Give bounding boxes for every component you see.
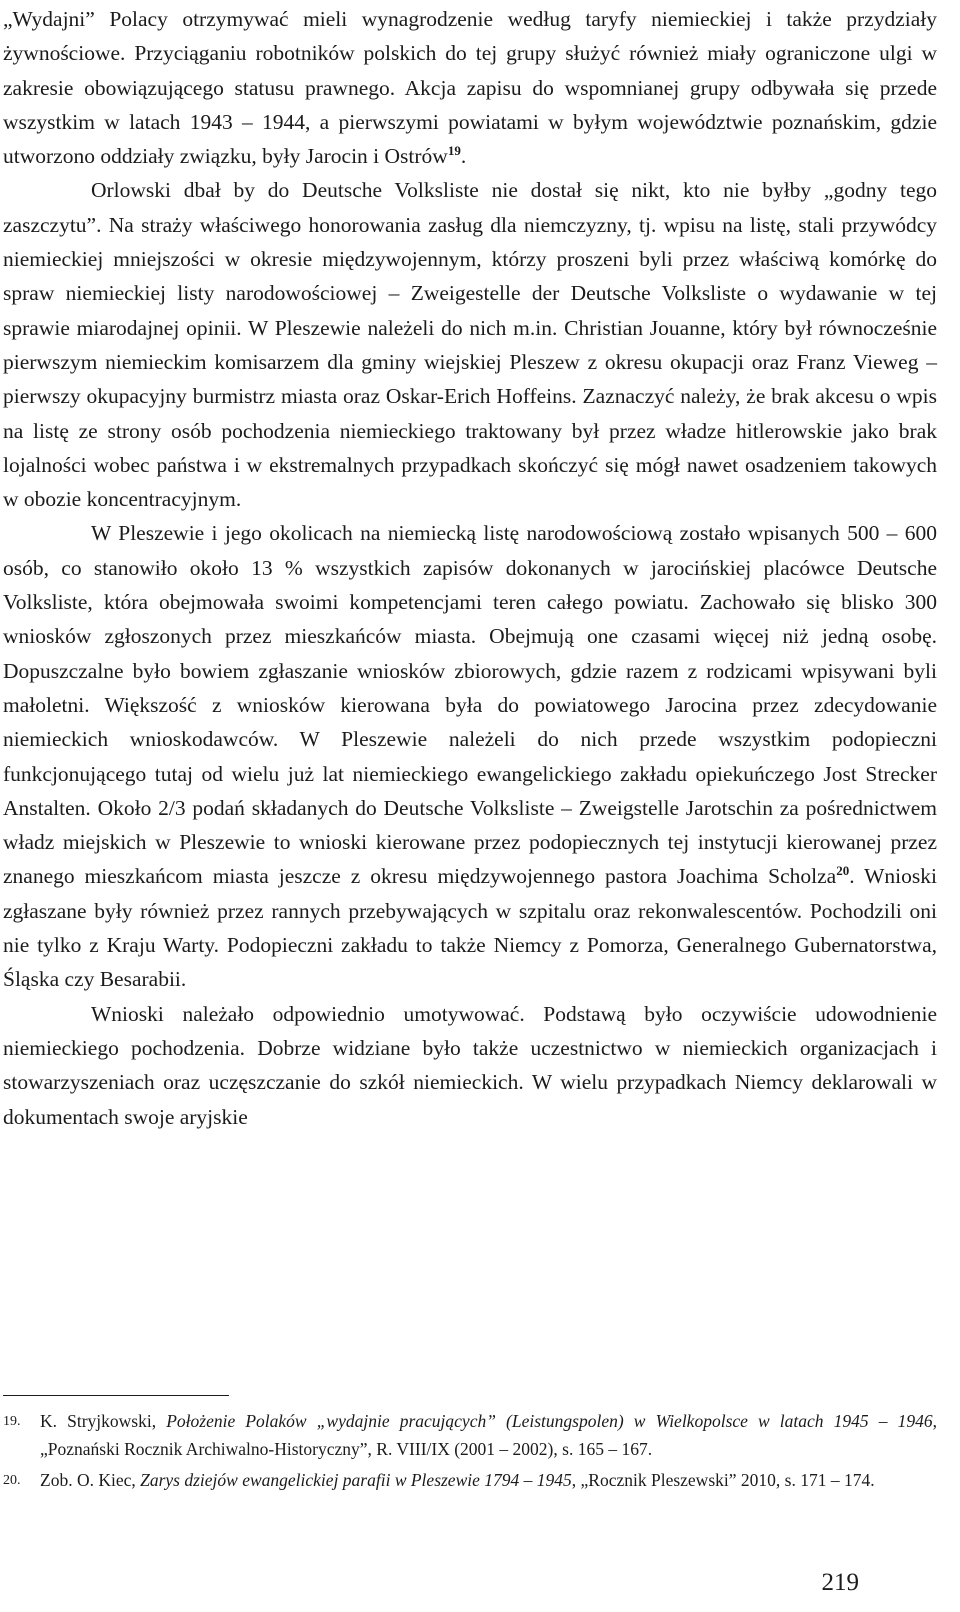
footnote-number: 19. [3,1414,21,1429]
paragraph-4: Wnioski należało odpowiednio umotywować. Podstawą było oczywiście udowodnienie niemieckiego pochodzenia. Dobrze widziane było także uczestnictwo w niemieckich organizacjach i stowarzyszeniach oraz uczęszczanie do szkół niemieckich. W wielu przypadkach Niemcy deklarowali w dokumentach swoje aryjskie [3,1001,937,1129]
footnotes [3,1408,937,1499]
footnote-19: 19. K. Stryjkowski, Położenie Polaków „wydajnie pracujących” (Leistungspolen) w Wielkopolsce w latach 1945 – 1946, „Poznański Rocznik Archiwalno-Historyczny”, R. VIII/IX (2001 – 2002), s. 165 – 167. [3,1408,937,1463]
footnote-ref-20[interactable]: 20 [836,863,850,879]
paragraph-2: Orlowski dbał by do Deutsche Volksliste nie dostał się nikt, kto nie byłby „godny tego zaszczytu”. Na straży właściwego honorowania zasług dla niemczyzny, tj. wpisu na listę, stali przywódcy niemieckiej mniejszości w okresie międzywojennym, którzy proszeni byli przez właściwą komórkę do spraw niemieckiej listy narodowościowej – Zweigestelle der Deutsche Volksliste o wydawanie w tej sprawie miarodajnej opinii. W Pleszewie należeli do nich m.in. Christian Jouanne, który był równocześnie pierwszym niemieckim komisarzem dla gminy wiejskiej Pleszew z okresu okupacji oraz Franz Vieweg – pierwszy okupacyjny burmistrz miasta oraz Oskar-Erich Hoffeins. Zaznaczyć należy, że brak akcesu o wpis na listę ze strony osób pochodzenia niemieckiego traktowany był przez władze hitlerowskie jako brak lojalności wobec państwa i w ekstremalnych przypadkach skończyć się mógł nawet osadzeniem takowych w obozie koncentracyjnym. [3,178,937,512]
footnote-20: 20. Zob. O. Kiec, Zarys dziejów ewangelickiej parafii w Pleszewie 1794 – 1945, „Rocznik Pleszewski” 2010, s. 171 – 174. [3,1467,937,1495]
body-text [3,2,937,1134]
page-number: 219 [821,1569,859,1596]
footnote-title: Zarys dziejów ewangelickiej parafii w Pleszewie 1794 – 1945 [140,1470,572,1490]
paragraph-3: W Pleszewie i jego okolicach na niemiecką listę narodowościową zostało wpisanych 500 – 600 osób, co stanowiło około 13 % wszystkich zapisów dokonanych w jarocińskiej placówce Deutsche Volksliste, która obejmowała swoimi kompetencjami teren całego powiatu. Zachowało się blisko 300 wniosków zgłoszonych przez mieszkańców miasta. Obejmują one czasami więcej niż jedną osobę. Dopuszczalne było bowiem zgłaszanie wniosków zbiorowych, gdzie razem z rodzicami wpisywani byli małoletni. Większość z wniosków kierowana była do powiatowego Jarocina przez zdecydowanie niemieckich wnioskodawców. W Pleszewie należeli do nich przede wszystkim podopieczni funkcjonującego tutaj od wielu już lat niemieckiego ewangelickiego zakładu opiekuńczego Jost Strecker Anstalten. Około 2/3 podań składanych do Deutsche Volksliste – Zweigstelle Jarotschin za pośrednictwem władz miejskich w Pleszewie to wnioski kierowane przez podopiecznych tej instytucji kierowanej przez znanego mieszkańcom miasta jeszcze z okresu międzywojennego pastora Joachima Scholza$^{20}$. Wnioski zgłaszane były również przez rannych przebywających w szpitalu oraz rekonwalescentów. Pochodzili oni nie tylko z Kraju Warty. Podopieczni zakładu to także Niemcy z Pomorza, Generalnego Gubernatorstwa, Śląska czy Besarabii. [3,521,937,992]
paragraph-1: „Wydajni” Polacy otrzymywać mieli wynagrodzenie według taryfy niemieckiej i także przydziały żywnościowe. Przyciąganiu robotników polskich do tej grupy służyć również miały ograniczone ulgi w zakresie obowiązującego statusu prawnego. Akcja zapisu do wspomnianej grupy odbywała się przede wszystkim w latach 1943 – 1944, a pierwszymi powiatami w byłym województwie poznańskim, gdzie utworzono oddziały związku, były Jarocin i Ostrów$^{19}$. [3,7,937,169]
footnote-ref-19[interactable]: 19 [447,143,461,159]
footnote-title: Położenie Polaków „wydajnie pracujących” (Leistungspolen) w Wielkopolsce w latach 1945 – 1946 [166,1411,933,1431]
footnote-number: 20. [3,1473,21,1488]
footnote-separator [3,1395,229,1396]
document-page [3,0,937,1612]
